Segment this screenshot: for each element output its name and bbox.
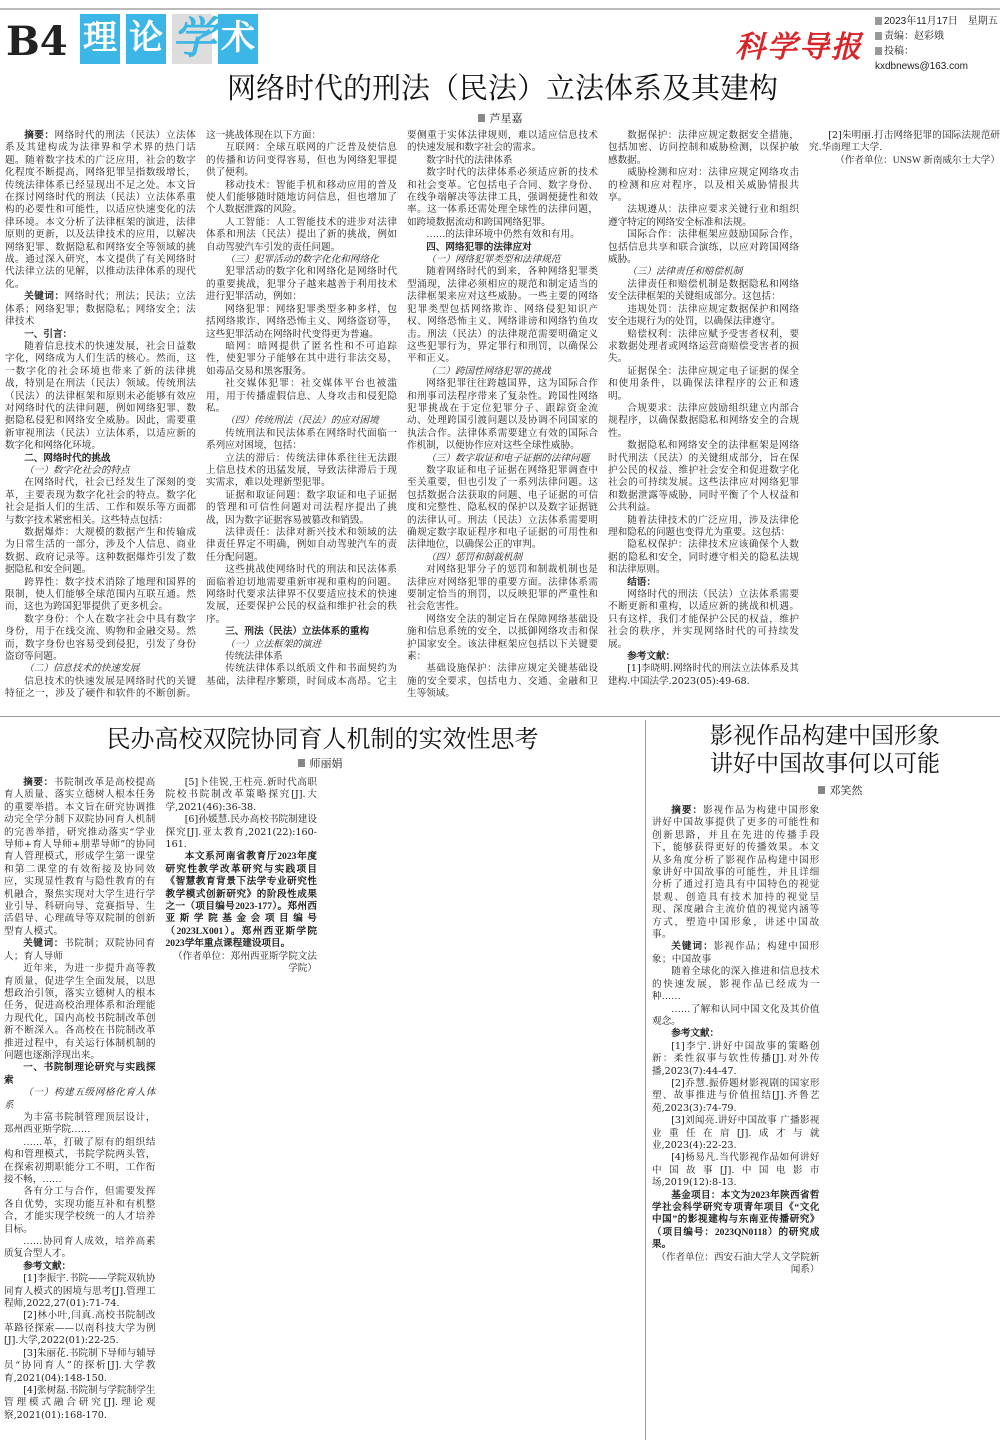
- paragraph: 网络犯罪往往跨越国界，这为国际合作和刑事司法程序带来了复杂性。跨国性网络犯罪挑战在于定位犯罪分子、跟踪资金流动、处理跨国引渡问题以及协调不同国家的执法合作。法律体系需要建立有效的国际合作机制，以便协作应对这些全球性威胁。: [407, 378, 598, 452]
- subsection-heading: （一）网络犯罪类型和法律规范: [426, 254, 561, 266]
- paragraph: 移动技术：智能手机和移动应用的普及使人们能够随时随地访问信息，但也增加了个人数据泄露的风险。: [206, 179, 397, 216]
- paragraph: 数字身份：个人在数字社会中具有数字身份，用于在线交流、购物和金融交易。然而，数字身份也容易受到侵犯，引发了身份盗窃等问题。: [5, 613, 196, 663]
- paragraph: 信息技术的快速发展是网络时代的关键特征之一，涉及了硬件和软件的不断创新。这一挑战体现在以下方面：: [5, 130, 322, 700]
- label: 摘要：: [23, 777, 54, 788]
- reference: [2]林小叶,闫真.高校书院制改革路径探索——以南科技大学为例[J].大学,2022(01):22-25.: [4, 1310, 156, 1347]
- section-heading: 四、网络犯罪的法律应对: [426, 241, 532, 253]
- paragraph: 数字取证和电子证据在网络犯罪调查中至关重要，但也引发了一系列法律问题。这包括数据合法获取的问题、电子证据的可信度和完整性、隐私权的保护以及数字证据链的法律认可。刑法（民法）立法体系需要明确规定数字取证程序和电子证据的可用性和法律地位，以确保公正的审判。: [407, 464, 598, 551]
- reference: [6]孙媛慧.民办高校书院制建设探究[J].亚太教育,2021(22):160-161.: [165, 814, 317, 851]
- issue-info: [875, 14, 1000, 74]
- reference: [4]杨易凡.当代影视作品如何讲好中国故事[J].中国电影市场,2019(12):8-13.: [652, 1152, 820, 1189]
- section-heading: 三、刑法（民法）立法体系的重构: [225, 626, 370, 638]
- paragraph: 这些挑战使网络时代的刑法和民法体系面临着迫切地需要重新审视和重构的问题。网络时代要求法律界不仅要适应技术的快速发展，还要保护公民的权益和维护社会的秩序。: [206, 564, 397, 625]
- reference: [1]李晓明.网络时代的刑法立法体系及其建构.中国法学.2023(05):49-68.: [608, 663, 799, 687]
- subsection-heading: （一）数字化社会的特点: [24, 464, 130, 476]
- reference: [2]乔慧.振侨题材影视剧的国家形塑、故事推进与价值扭结[J].齐鲁艺苑,2023(3):74-79.: [652, 1077, 820, 1114]
- divider: [645, 720, 646, 1440]
- paragraph: 在网络时代，社会已经发生了深刻的变革，主要表现为数字化社会的特点。数字化社会是指人们的生活、工作和娱乐等方面都与数字技术紧密相关。这些特点包括：: [5, 477, 196, 526]
- paragraph: 违规处罚：法律应规定数据保护和网络安全违规行为的处罚，以确保法律遵守。: [608, 303, 799, 328]
- paragraph: 证据和取证问题：数字取证和电子证据的管理和可信性问题对司法程序提出了挑战，因为数字证据容易被篡改和销毁。: [206, 489, 397, 526]
- paragraph: 基础设施保护：法律应规定关键基础设施的安全要求，包括电力、交通、金融和卫生等领域。: [407, 663, 598, 700]
- subsection-heading: （一）构建五级网格化育人体系: [4, 1087, 156, 1111]
- paragraph: 证据保全：法律应规定电子证据的保全和使用条件，以确保法律程序的公正和透明。: [608, 365, 799, 402]
- subsection-heading: （四）传统刑法（民法）的应对困境: [225, 415, 379, 427]
- subsection-heading: （三）法律责任和赔偿机制: [627, 266, 743, 278]
- paragraph: 近年来，为进一步提升高等教育质量，促进学生全面发展，以思想政治引领，落实立德树人的根本任务，促进高校治理体系和治理能力现代化，国内高校书院制改革创新不断深入。各高校在书院制改革推进过程中，有关运行体制机制的问题也逐渐浮现出来。: [4, 963, 156, 1061]
- subsection-heading: （三）数字取证和电子证据的法律问题: [426, 452, 590, 464]
- section-heading: 本文系河南省教育厅2023年度研究性教学改革研究与实践项目《智慧教育背景下法学专业研究性教学模式创新研究》的阶段性成果之一（项目编号2023-177）。郑州西亚斯学院基金会项目编号（2023LX001）。郑州西亚斯学院2023学年重点课程建设项目。: [165, 851, 317, 950]
- paragraph: 社交媒体犯罪：社交媒体平台也被滥用，用于传播虚假信息、人身攻击和侵犯隐私。: [206, 378, 397, 414]
- title-line: 影视作品构建中国形象: [710, 723, 940, 749]
- paragraph: 隐私权保护：法律技术应该确保个人数据的隐私和安全，同时遵守相关的隐私法规和法律原则。: [608, 539, 799, 576]
- section-heading: 一、书院制理论研究与实践探索: [4, 1062, 156, 1086]
- author-affiliation: （作者单位：西安石油大学人文学院新闻系）: [656, 1251, 820, 1276]
- label: 摘要：: [24, 130, 55, 141]
- section-heading: 一、引言：: [24, 328, 73, 340]
- section-heading: 参考文献：: [627, 651, 676, 663]
- paragraph: ……的法律环境中仍然有效和有用。: [426, 229, 580, 241]
- paragraph: 立法的滞后：传统法律体系往往无法跟上信息技术的迅猛发展，导致法律滞后于现实需求，难以处理新型犯罪。: [206, 452, 397, 489]
- paragraph: 随着网络时代的到来，各种网络犯罪类型涌现，法律必须相应的规范和制定适当的法律框架来应对这些威胁。一些主要的网络犯罪类型包括网络欺诈、网络侵犯知识产权、网络恐怖主义、网络诽谤和网络钓鱼攻击。刑法（民法）的法律规范需要明确定义这些犯罪行为，界定罪行和刑罚，以确保公平和正义。: [407, 266, 598, 365]
- label: 关键词：: [23, 938, 64, 950]
- title-line: 讲好中国故事何以可能: [710, 751, 940, 777]
- paragraph: 传统法律体系: [225, 651, 283, 663]
- paragraph: ……革，打破了原有的组织结构和管理模式，书院学院两头管，在探索初期职能分工不明，工作衔接不畅，……: [4, 1136, 156, 1185]
- newspaper-logo: 科学导报: [735, 31, 863, 64]
- abstract: 关键词：书院制；双院协同育人；育人导师: [4, 938, 156, 962]
- top-rule: [0, 8, 1000, 10]
- reference: [1]李振宇.书院——学院双轨协同育人模式的困境与思考[J].管理工程师,2022,27(01):71-74.: [4, 1273, 156, 1310]
- author-affiliation: （作者单位：UNSW 新南威尔士大学）: [835, 154, 1000, 166]
- paragraph: 数据隐私和网络安全的法律框架是网络时代刑法（民法）的关键组成部分，旨在保护公民的权益、维护社会安全和促进数字化社会的可持续发展。这些法律应对网络犯罪和数据泄露等威胁，同时平衡了个人权益和公共利益。: [608, 440, 799, 514]
- paragraph: 法律责任和赔偿机制是数据隐私和网络安全法律框架的关键组成部分。这包括：: [608, 278, 799, 303]
- paragraph: 暗网：暗网提供了匿名性和不可追踪性，使犯罪分子能够在其中进行非法交易，如毒品交易和黑客服务。: [206, 340, 397, 377]
- paragraph: ……了解和认同中国文化及其价值观念。: [652, 1003, 820, 1027]
- section-heading: 参考文献：: [23, 1260, 72, 1272]
- section-heading: 结语：: [627, 576, 656, 588]
- label: 摘要：: [671, 805, 704, 816]
- section-heading: 二、网络时代的挑战: [24, 452, 111, 464]
- reference: [5]卜佳锐,王柱亮.新时代高职院校书院制改革策略探究[J].大学,2021(46):36-38.: [165, 777, 317, 813]
- label: 关键词：: [671, 941, 714, 953]
- reference: [3]刘闻亮.讲好中国故事 广播影视业重任在肩[J].成才与就业,2023(4):22-23.: [652, 1115, 820, 1151]
- paragraph: 对网络犯罪分子的惩罚和制裁机制也是法律应对网络犯罪的重要方面。法律体系需要制定恰当的刑罚，以反映犯罪的严重性和社会危害性。: [407, 564, 598, 613]
- paragraph: 数字时代的法律体系: [426, 154, 513, 166]
- section-title: [80, 14, 258, 64]
- abstract: 摘要：影视作品为构建中国形象讲好中国故事提供了更多的可能性和创新思路，并且在先进的传播手段下，能够获得更好的传播效果。本文从多角度分析了影视作品构建中国形象讲好中国故事的可能性，并且详细分析了通过打造具有中国特色的视觉景观、创造具有技术加持的视觉呈现、深度融合主流价值的视觉内涵等方式，塑造中国形象，讲述中国故事。: [652, 805, 820, 941]
- paragraph: 各有分工与合作，但需要发挥各自优势，实现功能互补和有机整合，才能实现学校统一的人才培养目标。: [4, 1186, 156, 1235]
- paragraph: 为丰富书院制管理顶层设计，郑州西亚斯学院……: [4, 1111, 156, 1136]
- page-number: B4: [6, 18, 68, 65]
- paragraph: 随着信息技术的快速发展，社会日益数字化，网络成为人们生活的核心。然而，这一数字化的社会环境也带来了新的法律挑战，特别是在刑法（民法）领域。传统刑法（民法）的法律框架和原则未必能够有效应对网络时代的法律问题，例如网络犯罪、数据隐私侵犯和网络安全威胁。因此，需要重新审视刑法（民法）立法体系，以适应新的数字化和网络化环境。: [5, 340, 196, 452]
- paragraph: 网络安全法的制定旨在保障网络基础设施和信息系统的安全，以抵御网络攻击和保护国家安全。该法律框架应包括以下关键要素：: [407, 613, 598, 663]
- article-title: 网络时代的刑法（民法）立法体系及其建构: [226, 71, 778, 105]
- paragraph: 随着法律技术的广泛应用，涉及法律伦理和隐私的问题也变得尤为重要。这包括：: [608, 514, 799, 538]
- paragraph: 国际合作：法律框架应鼓励国际合作，包括信息共享和联合演练，以应对跨国网络威胁。: [608, 229, 799, 266]
- paragraph: 法规遵从：法律应要求关键行业和组织遵守特定的网络安全标准和法规。: [608, 204, 799, 228]
- article-title: 民办高校双院协同育人机制的实效性思考: [106, 725, 539, 753]
- paragraph: 网络犯罪：网络犯罪类型多种多样，包括网络欺诈、网络恐怖主义、网络盗窃等，这些犯罪活动在网络时代变得更为普遍。: [206, 303, 397, 340]
- author-affiliation: （作者单位：郑州西亚斯学院文法学院）: [173, 950, 317, 975]
- subsection-heading: （二）跨国性网络犯罪的挑战: [426, 365, 551, 377]
- paragraph: 数据爆炸：大规模的数据产生和传输成为日常生活的一部分，涉及个人信息、商业数据、政府记录等。这种数据爆炸引发了数据隐私和安全问题。: [5, 527, 196, 576]
- subsection-heading: （三）犯罪活动的数字化化和网络化: [225, 254, 379, 266]
- issue-date: 2023年11月17日 星期五: [875, 14, 1000, 29]
- section-heading: 参考文献：: [671, 1028, 720, 1040]
- article-author: 芦星嘉: [400, 112, 600, 125]
- editor: 责编：赵彩娥: [875, 29, 1000, 44]
- paragraph: 传统法律体系以纸质文件和书面契约为基础，法律程序繁琐，时间成本高昂。它主要侧重于实体法律规则，难以适应信息技术的快速发展和数字社会的需求。: [206, 130, 598, 687]
- article-author: 师丽娟: [220, 757, 420, 770]
- article-body: [4, 777, 640, 1437]
- paragraph: 跨界性：数字技术消除了地理和国界的限制，使人们能够全球范围内互联互通。然而，这也为跨国犯罪提供了更多机会。: [5, 576, 196, 613]
- article-title: [650, 722, 1000, 778]
- paragraph: 互联网：全球互联网的广泛普及使信息的传播和访问变得容易，但也为网络犯罪提供了便利。: [206, 142, 397, 179]
- paragraph: 法律责任：法律对新兴技术和领域的法律责任界定不明确，例如自动驾驶汽车的责任分配问题。: [206, 527, 397, 563]
- reference: [2]朱明丽.打击网络犯罪的国际法规范研究.华南理工大学.: [809, 130, 1000, 154]
- abstract: 关键词：网络时代；刑法；民法；立法体系；网络犯罪；数据隐私；网络安全；法律技术: [5, 291, 196, 328]
- label: 关键词：: [24, 291, 65, 303]
- paragraph: 犯罪活动的数字化和网络化是网络时代的重要挑战，犯罪分子越来越善于利用技术进行犯罪活动，例如：: [206, 266, 397, 303]
- section-char: 术: [218, 14, 258, 64]
- abstract: 摘要：网络时代的刑法（民法）立法体系及其建构成为法律界和学术界的热门话题。随着数字技术的广泛应用，社会的数字化程度不断提高，网络犯罪呈指数级增长，传统法律体系已经显现出不足之处。本文旨在探讨网络时代的刑法（民法）立法体系重构的必要性和可能性，以适应快速变化的法律环境。本文分析了法律框架的演进，法律原则的更新，以及法律技术的应用，以解决网络犯罪、数据隐私和网络安全等领域的挑战。通过深入研究，本文提供了有关网络时代法律立法的见解，以推动法律体系的现代化。: [5, 130, 196, 290]
- reference: [4]张树磊.书院制与学院制学生管理模式融合研究[J].理论观察,2021(01):168-170.: [4, 1384, 156, 1421]
- subsection-heading: （一）立法框架的演进: [225, 638, 322, 650]
- paragraph: 威胁检测和应对：法律应规定网络攻击的检测和应对程序，以及相关威胁情报共享。: [608, 167, 799, 204]
- paragraph: 网络时代的刑法（民法）立法体系需要不断更新和重构，以适应新的挑战和机遇。只有这样，我们才能保护公民的权益，维护社会的秩序，并实现网络时代的可持续发展。: [608, 589, 799, 650]
- abstract: 关键词：影视作品；构建中国形象；中国故事: [652, 941, 820, 965]
- paragraph: 传统刑法和民法体系在网络时代面临一系列应对困境，包括：: [206, 427, 397, 452]
- paragraph: 随着全球化的深入推进和信息技术的快速发展，影视作品已经成为一种……: [652, 966, 820, 1003]
- paragraph: 人工智能：人工智能技术的进步对法律体系和刑法（民法）提出了新的挑战，例如自动驾驶汽车引发的责任问题。: [206, 216, 397, 253]
- section-char: 理: [80, 14, 120, 64]
- subsection-heading: （二）信息技术的快速发展: [24, 663, 140, 675]
- article-body: [5, 130, 1000, 710]
- paragraph: 赔偿权利：法律应赋予受害者权利，要求数据处理者或网络运营商赔偿受害者的损失。: [608, 328, 799, 365]
- paragraph: 合规要求：法律应鼓励组织建立内部合规程序，以确保数据隐私和网络安全的合规性。: [608, 402, 799, 439]
- section-char: 学: [172, 14, 216, 63]
- subsection-heading: （四）惩罚和制裁机制: [426, 551, 523, 563]
- article-author: 邓笑然: [740, 784, 940, 797]
- contribute-email: 投稿：kxdbnews@163.com: [875, 44, 1000, 74]
- reference: [3]朱丽花.书院制下导师与辅导员“协同育人”的探析[J].大学教育,2021(04):148-150.: [4, 1347, 156, 1384]
- section-char: 论: [126, 14, 166, 64]
- divider: [0, 716, 1000, 717]
- paragraph: ……协同育人成效，培养高素质复合型人才。: [4, 1236, 156, 1260]
- abstract: 摘要：书院制改革是高校提高育人质量、落实立德树人根本任务的重要举措。本文旨在研究协调推动完全学分制下双院协同育人机制的完善举措，研究推动落实“学业导师+育人导师+朋辈导师”的协同育人管理模式，形成学生第一课堂和第二课堂的有效衔接及协同效应，实现显性教育与隐性教育的有机融合，聚焦实现对大学生进行学业引导、科研向导、竞赛指导、生活倡导、心理疏导等双院制的创新型育人模式。: [4, 777, 156, 937]
- paragraph: 数字时代的法律体系必须适应新的技术和社会变革。它包括电子合同、数字身份、在线争端解决等法律工具，强调便捷性和效率。这一体系还需处理全球性的法律问题，如跨境数据流动和跨国网络犯罪。: [407, 167, 598, 228]
- section-heading: 基金项目：本文为2023年陕西省哲学社会科学研究专项青年项目《“文化中国”的影视建构与东南亚传播研究》（项目编号：2023QN0118）的研究成果。: [652, 1189, 820, 1251]
- reference: [1]李宁.讲好中国故事的策略创新：柔性叙事与软性传播[J].对外传播,2023(7):44-47.: [652, 1040, 820, 1077]
- article-body: [652, 805, 997, 1437]
- paragraph: 数据保护：法律应规定数据安全措施，包括加密、访问控制和威胁检测，以保护敏感数据。: [608, 130, 799, 166]
